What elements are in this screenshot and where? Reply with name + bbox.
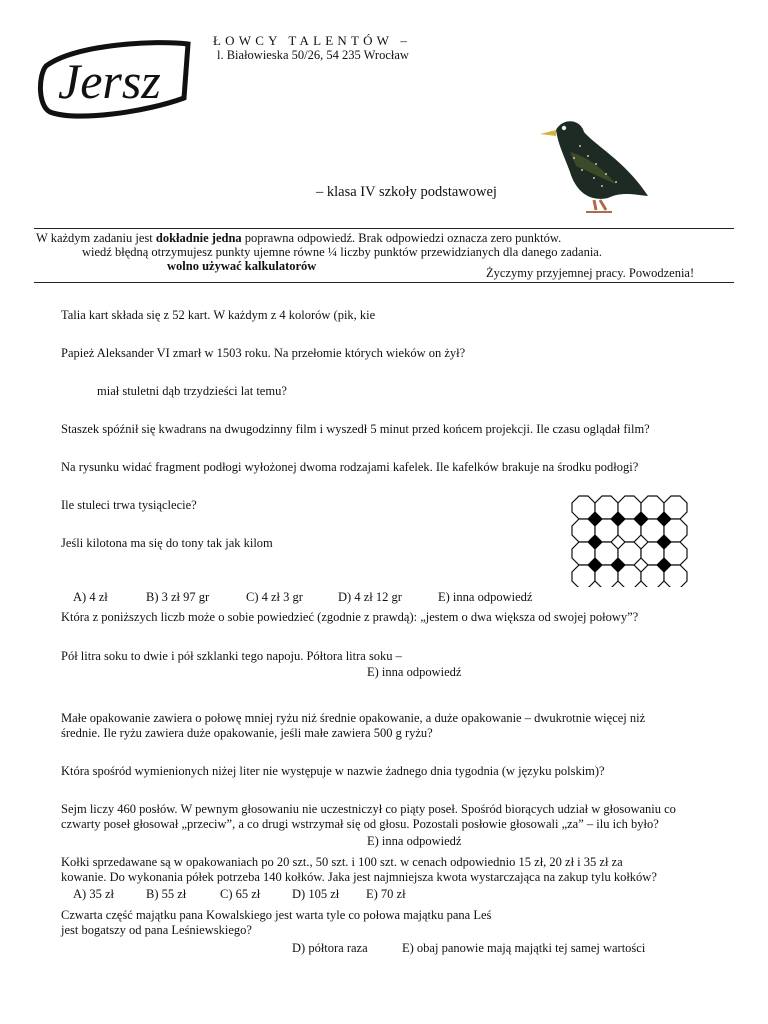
question-4: Staszek spóźnił się kwadrans na dwugodzinny film i wyszedł 5 minut przed końcem projekcji. Ile czasu oglądał film?	[61, 422, 650, 436]
q14-answer-d: D) półtora raza	[292, 941, 368, 955]
question-12-line-1: Sejm liczy 460 posłów. W pewnym głosowaniu nie uczestniczył co piąty poseł. Spośród biorących udział w głosowaniu co	[61, 802, 676, 816]
question-9: Pół litra soku to dwie i pół szklanki tego napoju. Półtora litra soku –	[61, 649, 402, 663]
logo-text: Jersz	[58, 53, 161, 109]
grade-title: – klasa IV szkoły podstawowej	[316, 184, 497, 200]
q13-answer-e: E) 70 zł	[366, 887, 406, 901]
q9-answer-e: E) inna odpowiedź	[367, 665, 462, 679]
q13-answer-b: B) 55 zł	[146, 887, 187, 901]
question-12-line-2: czwarty poseł głosował „przeciw”, a co drugi wstrzymał się od głosu. Pozostali posłowie głosowali „za” – ilu ich było?	[61, 817, 659, 831]
question-14-line-2: jest bogatszy od pana Leśniewskiego?	[61, 923, 252, 937]
q13-answer-a: A) 35 zł	[73, 887, 114, 901]
floor-tiles-figure	[571, 495, 691, 587]
q14-answer-e: E) obaj panowie mają majątki tej samej wartości	[402, 941, 646, 955]
question-13-line-2: kowanie. Do wykonania półek potrzeba 140 kołków. Jaka jest najmniejsza kwota wystarczająca na zakup tylu kołków?	[61, 870, 657, 884]
question-13-line-1: Kołki sprzedawane są w opakowaniach po 20 szt., 50 szt. i 100 szt. w cenach odpowiednio 15 zł, 20 zł i 35 zł za	[61, 855, 623, 869]
q13-answer-c: C) 65 zł	[220, 887, 261, 901]
question-10-line-1: Małe opakowanie zawiera o połowę mniej ryżu niż średnie opakowanie, a duże opakowanie – dwukrotnie więcej niż	[61, 711, 646, 725]
q13-answer-d: D) 105 zł	[292, 887, 340, 901]
question-2: Papież Aleksander VI zmarł w 1503 roku. Na przełomie których wieków on żył?	[61, 346, 466, 360]
question-7: Jeśli kilotona ma się do tony tak jak kilom	[61, 536, 273, 550]
instruction-line-1: W każdym zadaniu jest dokładnie jedna poprawna odpowiedź. Brak odpowiedzi oznacza zero punktów.	[36, 231, 562, 245]
divider-bottom	[34, 282, 734, 283]
jersz-logo	[36, 36, 196, 124]
q7-answer-d: D) 4 zł 12 gr	[338, 590, 402, 604]
q7-answer-e: E) inna odpowiedź	[438, 590, 533, 604]
q7-answer-a: A) 4 zł	[73, 590, 108, 604]
instruction-line-3: wolno używać kalkulatorów	[167, 259, 317, 273]
instruction-wishes: Życzymy przyjemnej pracy. Powodzenia!	[486, 266, 695, 280]
q12-answer-e: E) inna odpowiedź	[367, 834, 462, 848]
divider-top	[34, 228, 734, 229]
question-1: Talia kart składa się z 52 kart. W każdym z 4 kolorów (pik, kie	[61, 308, 376, 322]
instruction-line-2: wiedź błędną otrzymujesz punkty ujemne równe ¼ liczby punktów przewidzianych dla danego zadania.	[82, 245, 602, 259]
q7-answer-b: B) 3 zł 97 gr	[146, 590, 210, 604]
address: l. Białowieska 50/26, 54 235 Wrocław	[217, 48, 409, 62]
question-10-line-2: średnie. Ile ryżu zawiera duże opakowanie, jeśli małe zawiera 500 g ryżu?	[61, 726, 433, 740]
question-8: Która z poniższych liczb może o sobie powiedzieć (zgodnie z prawdą): „jestem o dwa większa od swojej połowy”?	[61, 610, 639, 624]
organization-name: ŁOWCY TALENTÓW –	[213, 33, 412, 48]
question-5: Na rysunku widać fragment podłogi wyłożonej dwoma rodzajami kafelek. Ile kafelków brakuje na środku podłogi?	[61, 460, 639, 474]
question-14-line-1: Czwarta część majątku pana Kowalskiego jest warta tyle co połowa majątku pana Leś	[61, 908, 492, 922]
starling-bird-image	[536, 112, 654, 220]
question-11: Która spośród wymienionych niżej liter nie występuje w nazwie żadnego dnia tygodnia (w języku polskim)?	[61, 764, 605, 778]
question-3: miał stuletni dąb trzydzieści lat temu?	[97, 384, 287, 398]
q7-answer-c: C) 4 zł 3 gr	[246, 590, 303, 604]
question-6: Ile stuleci trwa tysiąclecie?	[61, 498, 197, 512]
